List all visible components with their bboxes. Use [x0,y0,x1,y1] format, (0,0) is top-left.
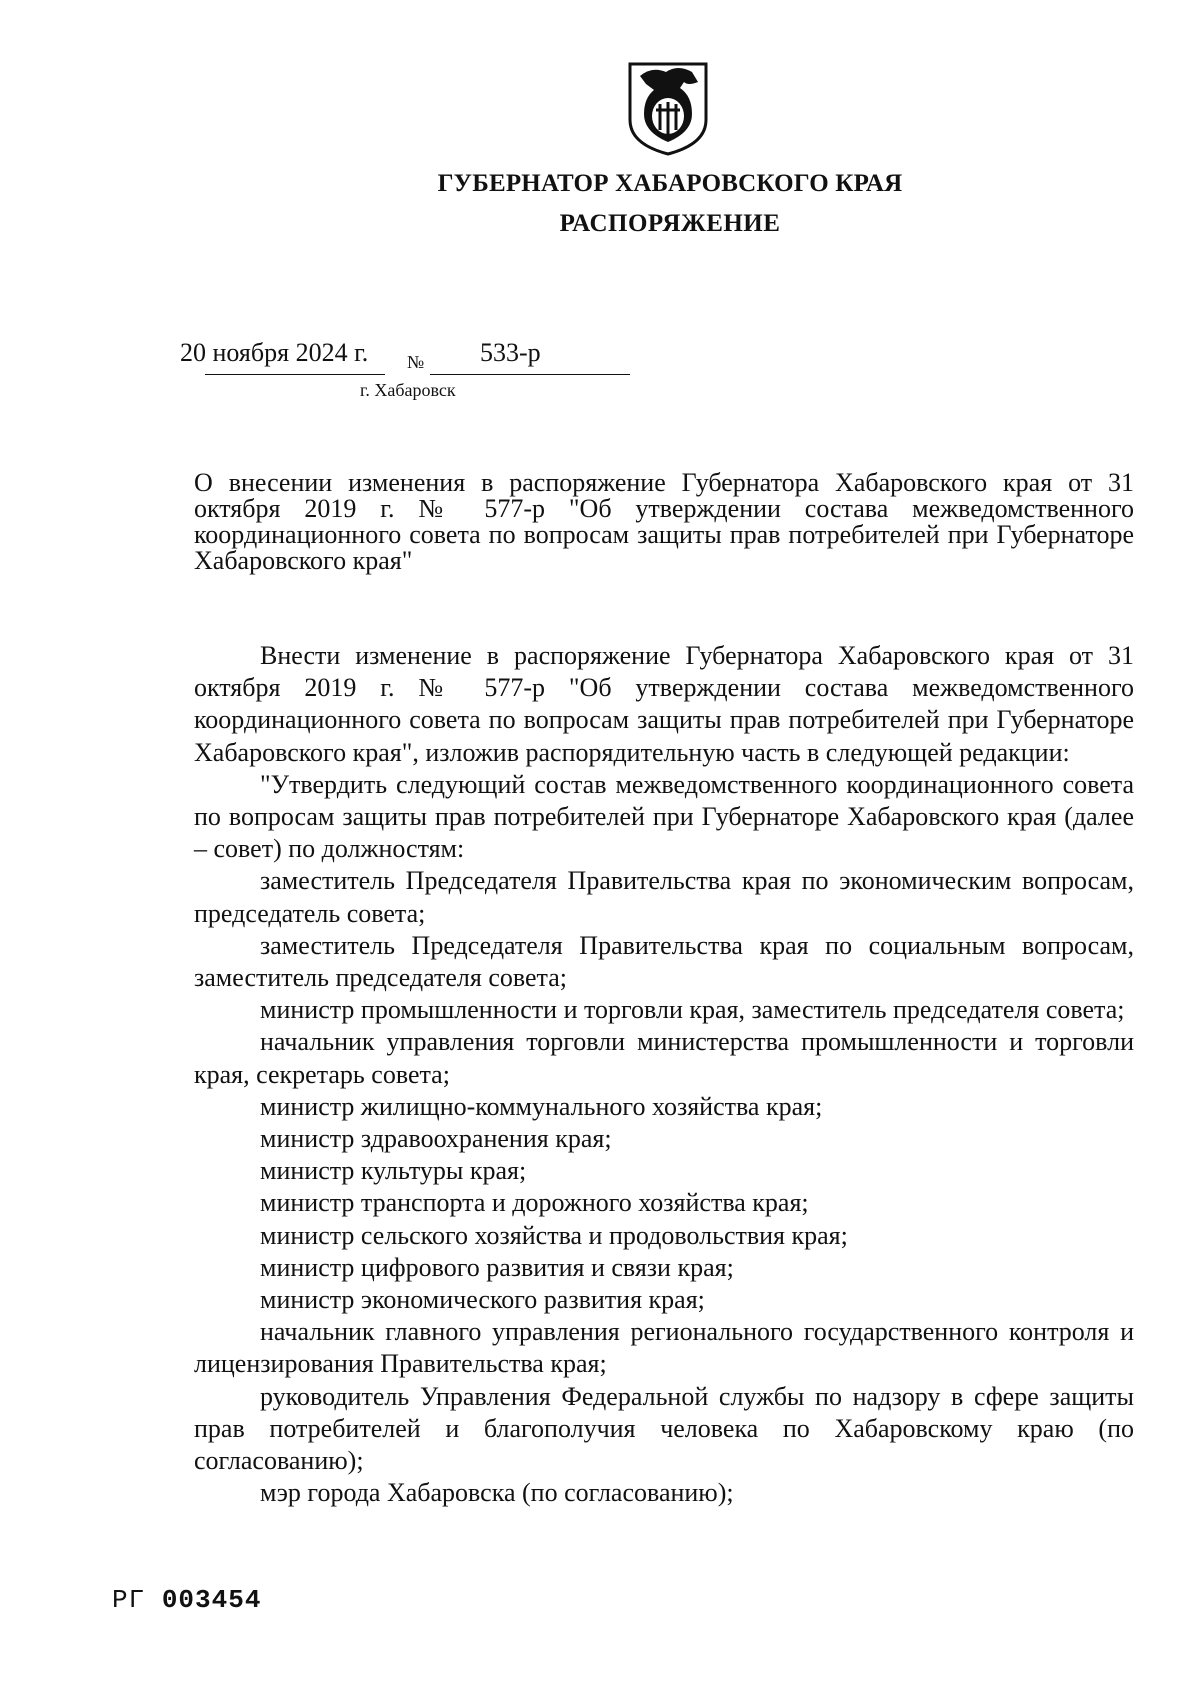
number-label: № [407,352,425,372]
list-item: министр транспорта и дорожного хозяйства края; [260,1188,809,1218]
list-item: министр экономического развития края; [260,1285,705,1315]
list-item: заместитель Председателя Правительства края по экономическим вопросам, председатель совета; [194,866,1134,928]
document-body [194,640,1134,1509]
document-number: 533-р [480,338,541,367]
list-item: руководитель Управления Федеральной службы по надзору в сфере защиты прав потребителей и благополучия человека по Хабаровскому краю (по согласованию); [194,1381,1134,1476]
list-item: министр промышленности и торговли края, заместитель председателя совета; [260,995,1125,1025]
list-item: начальник управления торговли министерства промышленности и торговли края, секретарь совета; [194,1027,1134,1089]
list-item: министр цифрового развития и связи края; [260,1252,734,1282]
document-type: РАСПОРЯЖЕНИЕ [559,210,781,237]
coat-of-arms-bear-icon [626,60,710,158]
list-item: министр здравоохранения края; [260,1124,612,1154]
list-item: начальник главного управления регионального государственного контроля и лицензирования Правительства края; [194,1317,1134,1379]
list-item: мэр города Хабаровска (по согласованию); [260,1478,734,1508]
number-underline [430,374,630,375]
list-item: министр сельского хозяйства и продовольствия края; [260,1220,848,1250]
list-item: министр культуры края; [260,1156,527,1186]
date-underline [205,374,385,375]
form-series: РГ [112,1585,146,1615]
paragraph: "Утвердить следующий состав межведомственного координационного совета по вопросам защиты прав потребителей при Губернаторе Хабаровского края (далее – совет) по должностям: [194,769,1134,864]
org-title: ГУБЕРНАТОР ХАБАРОВСКОГО КРАЯ [437,170,903,197]
list-item: министр жилищно-коммунального хозяйства края; [260,1091,823,1121]
form-code: 003454 [161,1585,262,1615]
document-city: г. Хабаровск [360,380,456,400]
paragraph: Внести изменение в распоряжение Губернатора Хабаровского края от 31 октября 2019 г. № 577-р "Об утверждении состава межведомственного координационного совета по вопросам защиты прав потребителей при Губернаторе Хабаровского края", изложив распорядительную часть в следующей редакции: [194,641,1134,767]
document-subject: О внесении изменения в распоряжение Губернатора Хабаровского края от 31 октября 2019 г. № 577-р "Об утверждении состава межведомственного координационного совета по вопросам защиты прав потребителей при Губернаторе Хабаровского края" [194,468,1134,575]
document-date: 20 ноября 2024 г. [180,338,369,367]
form-registration-number [112,1585,261,1615]
list-item: заместитель Председателя Правительства края по социальным вопросам, заместитель председателя совета; [194,930,1134,993]
